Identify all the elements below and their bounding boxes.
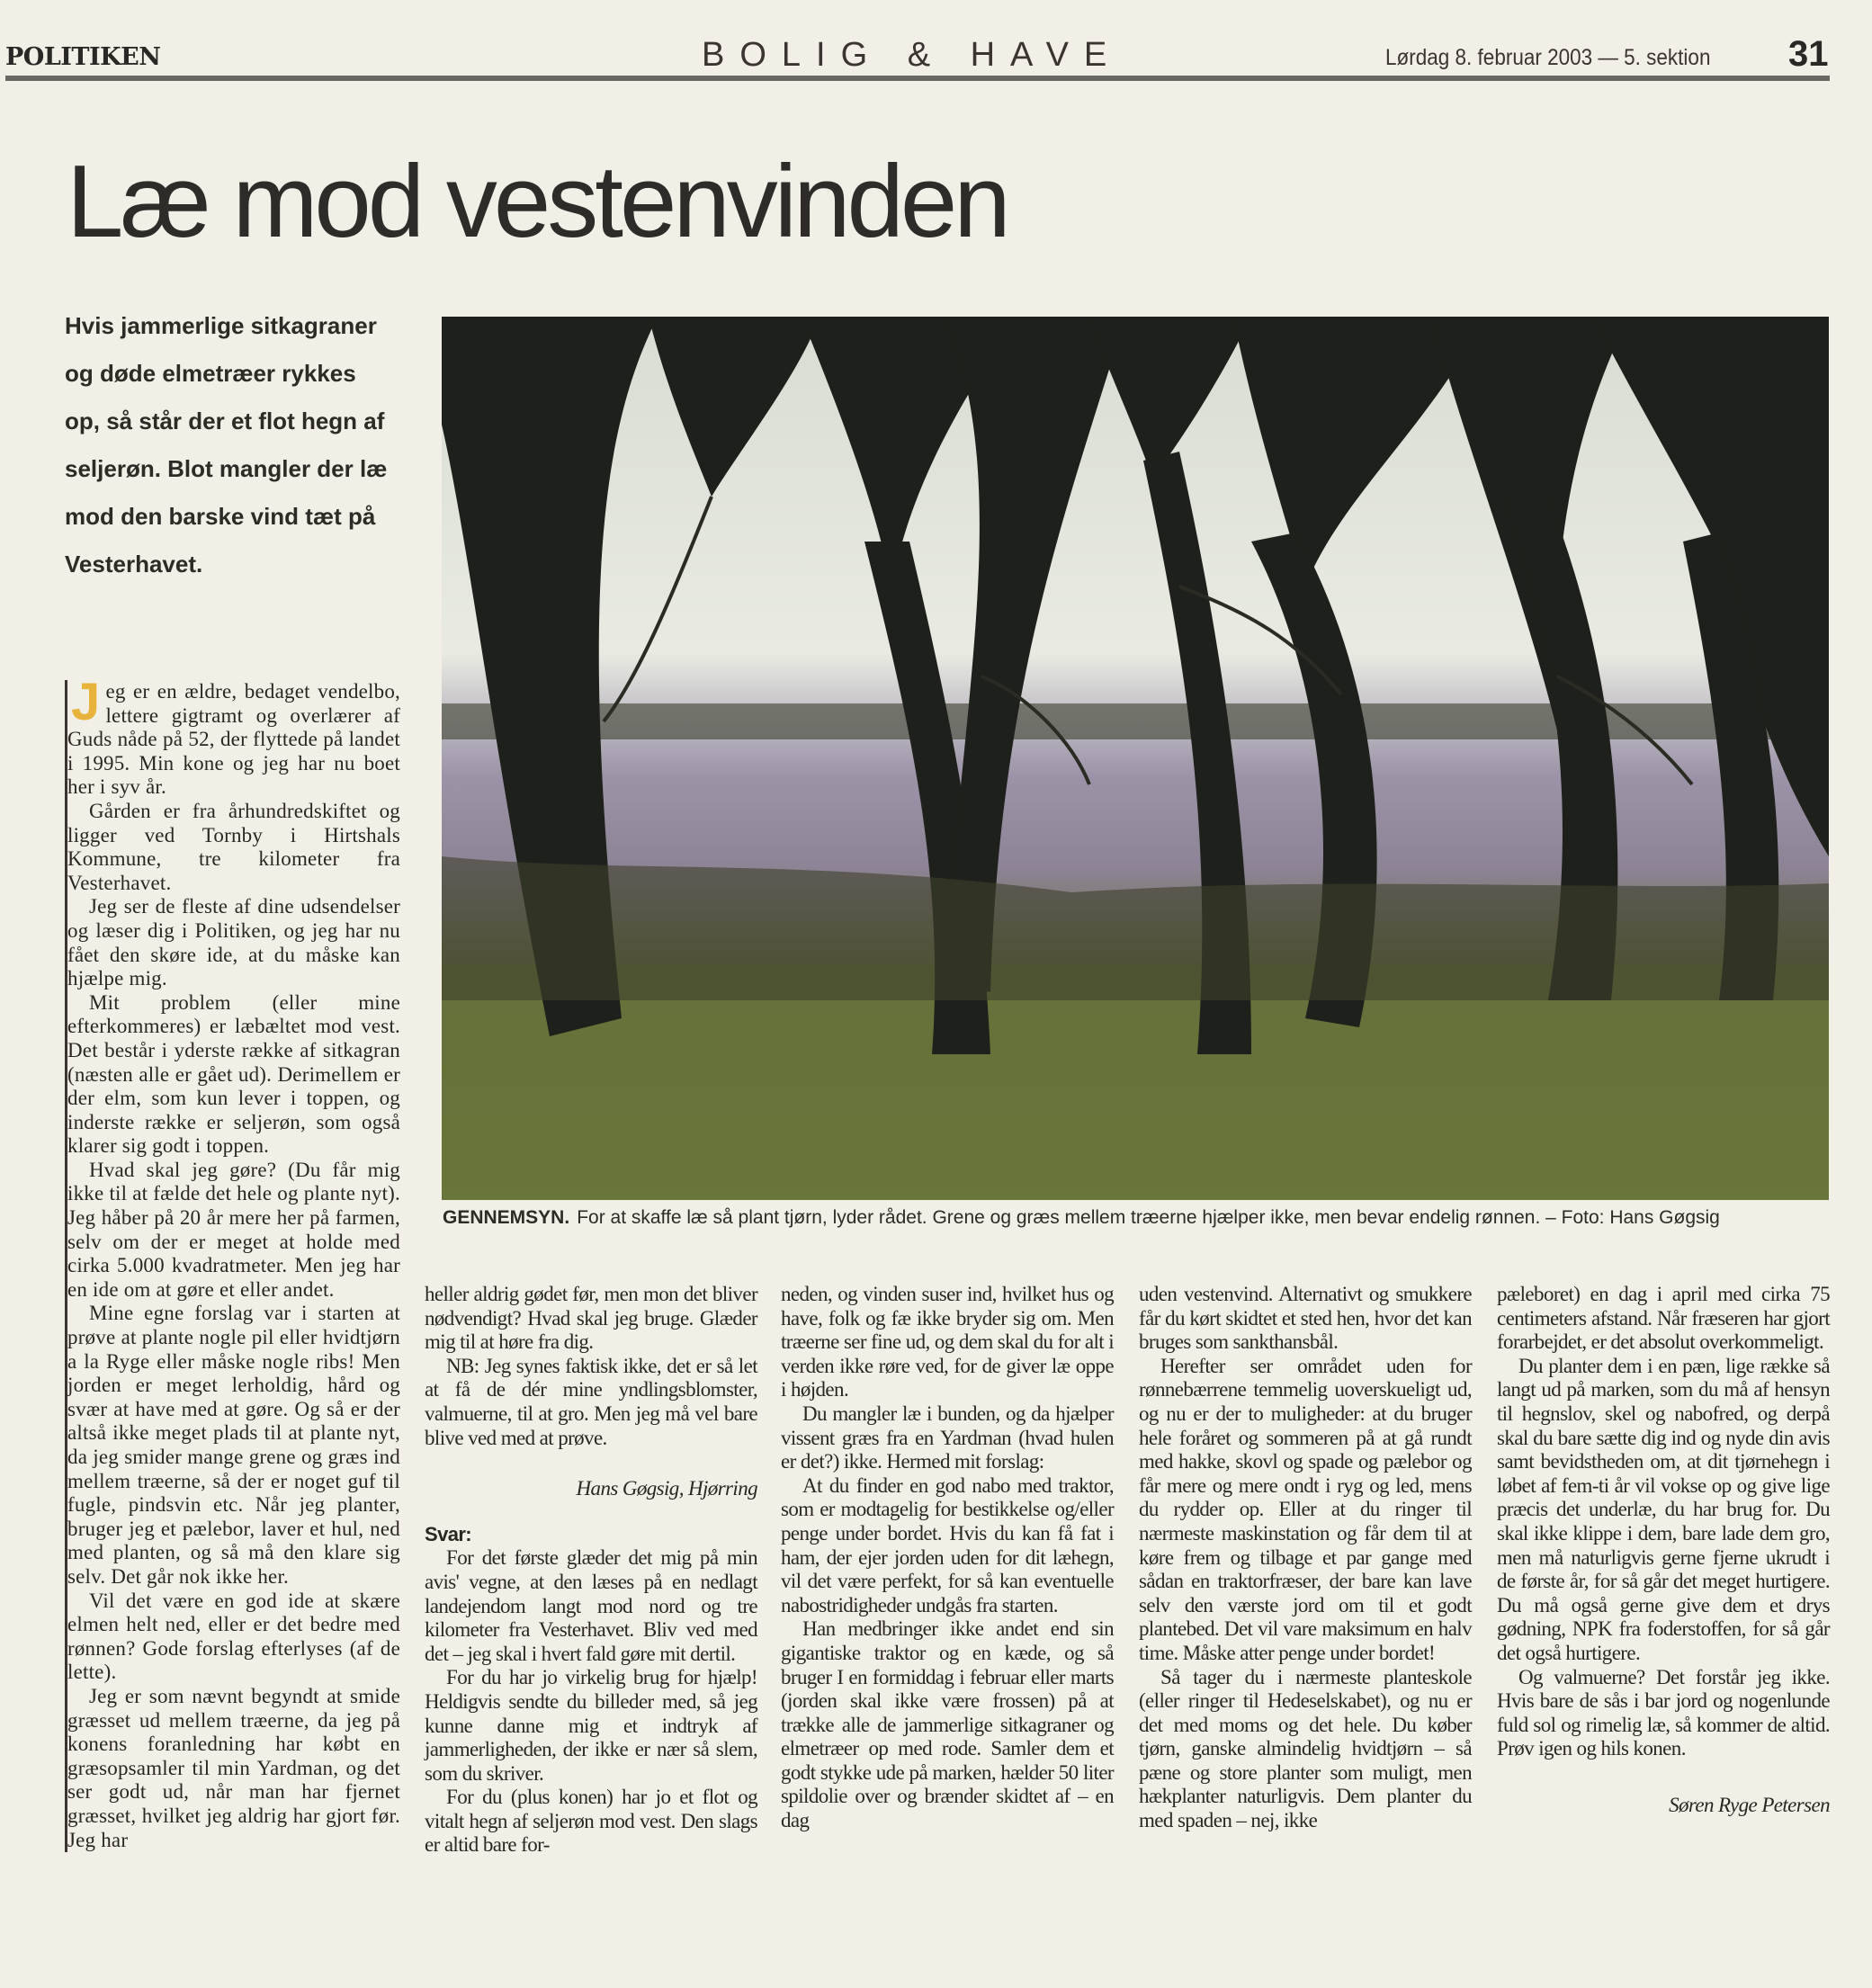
answer-paragraph: pæleboret) en dag i april med cirka 75 centimeters afstand. Når fræseren har gjort forarbejdet, er det absolut overkommeligt. <box>1497 1283 1830 1354</box>
letter-paragraph: NB: Jeg synes faktisk ikke, det er så let at få de dér mine yndlingsblomster, valmuerne, til at gro. Men jeg må vel bare blive ved med at prøve. <box>425 1354 757 1449</box>
letter-paragraph: Mit problem (eller mine efterkommeres) er læbæltet mod vest. Det består i yderste række af sitkagran (næsten alle er gået ud). Derimellem er der elm, som kun lever i toppen, og inderste række er seljerøn, som også klarer sig godt i toppen. <box>67 990 400 1158</box>
answer-paragraph: For du (plus konen) har jo et flot og vitalt hegn af seljerøn mod vest. Den slags er altid bare for- <box>425 1786 757 1857</box>
header-rule <box>5 76 1830 81</box>
letter-paragraph: Hvad skal jeg gøre? (Du får mig ikke til at fælde det hele og plante nyt). Jeg håber på 20 år mere her på farmen, selv om der er meget at holde med cirka 5.000 kvadratmeter. Men jeg har en ide om at gøre et eller andet. <box>67 1158 400 1301</box>
letter-paragraph: Vil det være en god ide at skære elmen helt ned, eller er det bedre med rønnen? Gode forslag efterlyses (af de lette). <box>67 1589 400 1684</box>
answer-paragraph: For det første glæder det mig på min avis' vegne, at den læses på en nedlagt landejendom langt mod nord og tre kilometer fra Vesterhavet. Bliv ved med det – jeg skal i hvert fald gøre mit dertil. <box>425 1546 757 1665</box>
answer-paragraph: For du har jo virkelig brug for hjælp! Heldigvis sendte du billeder med, så jeg kunne danne mig et indtryk af jammerligheden, der ikke er nær så slem, som du skriver. <box>425 1666 757 1785</box>
caption-text: For at skaffe læ så plant tjørn, lyder rådet. Grene og græs mellem træerne hjælper ikke, men bevar endelig rønnen. – Foto: Hans Gøgsig <box>577 1207 1720 1228</box>
column-1 <box>65 673 400 1852</box>
letter-paragraph: Jeg ser de fleste af dine udsendelser og læser dig i Politiken, og jeg har nu fået den skøre ide, at du måske kan hjælpe mig. <box>67 895 400 990</box>
answer-paragraph: Herefter ser området uden for rønnebærrene temmelig uoverskueligt ud, og nu er der to muligheder: at du bruger hele foråret og sommeren på at gå rundt med hakke, skovl og spade og pælebor og får mere og mere ondt i ryg og led, mens du rydder op. Eller at du ringer til nærmeste maskinstation og får dem til at køre frem og tilbage et par gange med sådan en traktorfræser, der bare kan lave selv den værste jord om til et godt plantebed. Det vil vare maksimum en halv time. Måske atter penge under bordet! <box>1139 1354 1472 1664</box>
letter-paragraph: Jeg er som nævnt begyndt at smide græsset ud mellem træerne, da jeg på konens foranledning har købt en græsopsamler til min Yardman, og det ser godt ud, når man har fjernet græsset, hvilket jeg aldrig har gjort før. Jeg har <box>67 1684 400 1851</box>
answer-paragraph: Så tager du i nærmeste planteskole (eller ringer til Hedeselskabet), og nu er det med moms og det hele. Du køber tjørn, ganske almindelig hvidtjørn – så pæne og store planter som muligt, men hækplanter naturligvis. Dem planter du med spaden – nej, ikke <box>1139 1665 1472 1832</box>
column-3 <box>781 1283 1114 1833</box>
article-deck: Hvis jammerlige sitkagraner og døde elmetræer rykkes op, så står der et flot hegn af seljerøn. Blot mangler der læ mod den barske vind tæt på Vesterhavet. <box>65 312 388 578</box>
letter-paragraph: Gården er fra århundredskiftet og ligger ved Tornby i Hirtshals Kommune, tre kilometer fra Vesterhavet. <box>67 799 400 894</box>
answer-paragraph: Og valmuerne? Det forstår jeg ikke. Hvis bare de sås i bar jord og nogenlunde fuld sol og rimelig læ, så kommer de altid. Prøv igen og hils konen. <box>1497 1665 1830 1760</box>
answer-label: Svar: <box>425 1522 472 1545</box>
newspaper-name: POLITIKEN <box>5 43 161 71</box>
answer-signature: Søren Ryge Petersen <box>1669 1793 1830 1816</box>
caption-label: GENNEMSYN. <box>443 1207 570 1228</box>
answer-paragraph: Du mangler læ i bunden, og da hjælper vissent græs fra en Yardman (hvad hulen er det?) ikke. Hermed mit forslag: <box>781 1401 1114 1473</box>
section-title: BOLIG & HAVE <box>702 36 1123 74</box>
article-photo <box>442 317 1829 1200</box>
letter-paragraph: heller aldrig gødet før, men mon det bliver nødvendigt? Hvad skal jeg bruge. Glæder mig til at høre fra dig. <box>425 1283 757 1354</box>
answer-paragraph: neden, og vinden suser ind, hvilket hus og have, folk og fæ ikke bryder sig om. Men træerne ser fine ud, og dem skal du for alt i verden ikke røre ved, for de giver læ oppe i højden. <box>781 1283 1114 1401</box>
answer-paragraph: uden vestenvind. Alternativt og smukkere får du kørt skidtet et sted hen, hvor det kan bruges som sankthansbål. <box>1139 1283 1472 1354</box>
letter-signature: Hans Gøgsig, Hjørring <box>576 1477 757 1500</box>
photo-trees-field <box>442 317 1829 1200</box>
photo-caption <box>443 1207 1832 1229</box>
headline: Læ mod vestenvinden <box>67 145 1008 259</box>
answer-paragraph: At du finder en god nabo med traktor, som er modtagelig for bestikkelse og/eller penge under bordet. Hvis du kan få fat i ham, der ejer jorden uden for dit læhegn, vil det være perfekt, for så kan eventuelle nabostridigheder undgås fra starten. <box>781 1473 1114 1616</box>
page-number: 31 <box>1788 34 1829 74</box>
dateline: Lørdag 8. februar 2003 — 5. sektion <box>1385 45 1711 70</box>
answer-paragraph: Han medbringer ikke andet end sin gigantiske traktor og en kæde, og så bruger I en formiddag i februar eller marts (jorden skal ikke være frossen) på at trække alle de jammerlige sitkagraner og elmetræer op med rode. Samler dem et godt stykke ude på marken, hælder 50 liter spildolie over og brænder skidtet af – en dag <box>781 1617 1114 1832</box>
drop-cap: J <box>71 673 101 731</box>
column-4 <box>1139 1283 1472 1833</box>
letter-paragraph: Mine egne forslag var i starten at prøve at plante nogle pil eller hvidtjørn a la Ryge eller måske nogle ribs! Men jorden er meget lerholdig, hård og svær at have med at gøre. Og så er der altså ikke meget plads til at plante nyt, da jeg smider mange grene og græs ind mellem træerne, så der er noget guf til fugle, pindsvin etc. Når jeg planter, bruger jeg et pælebor, laver et hul, ned med planten, og så må den klare sig selv. Det går nok ikke her. <box>67 1302 400 1588</box>
letter-paragraph: Jeg er en ældre, bedaget vendelbo, lettere gigtramt og overlærer af Guds nåde på 52, der flyttede på landet i 1995. Min kone og jeg har nu boet her i syv år. <box>67 673 400 799</box>
column-5 <box>1497 1283 1830 1817</box>
answer-paragraph: Du planter dem i en pæn, lige række så langt ud på marken, som du må af hensyn til hegnslov, skel og nabofred, og derpå skal du bare sætte dig ind og nyde din avis samt bevidstheden om, at dit tjørnehegn i løbet af fem-ti år vil vokse op og give lige præcis det underlæ, du har brug for. Du skal ikke klippe i dem, bare lade dem gro, men må naturligvis gerne fjerne ukrudt i de første år, for så går det meget hurtigere. Du må også gerne give dem et drys gødning, NPK fra foderstoffen, for så går det også hurtigere. <box>1497 1354 1830 1664</box>
column-2 <box>425 1283 757 1858</box>
